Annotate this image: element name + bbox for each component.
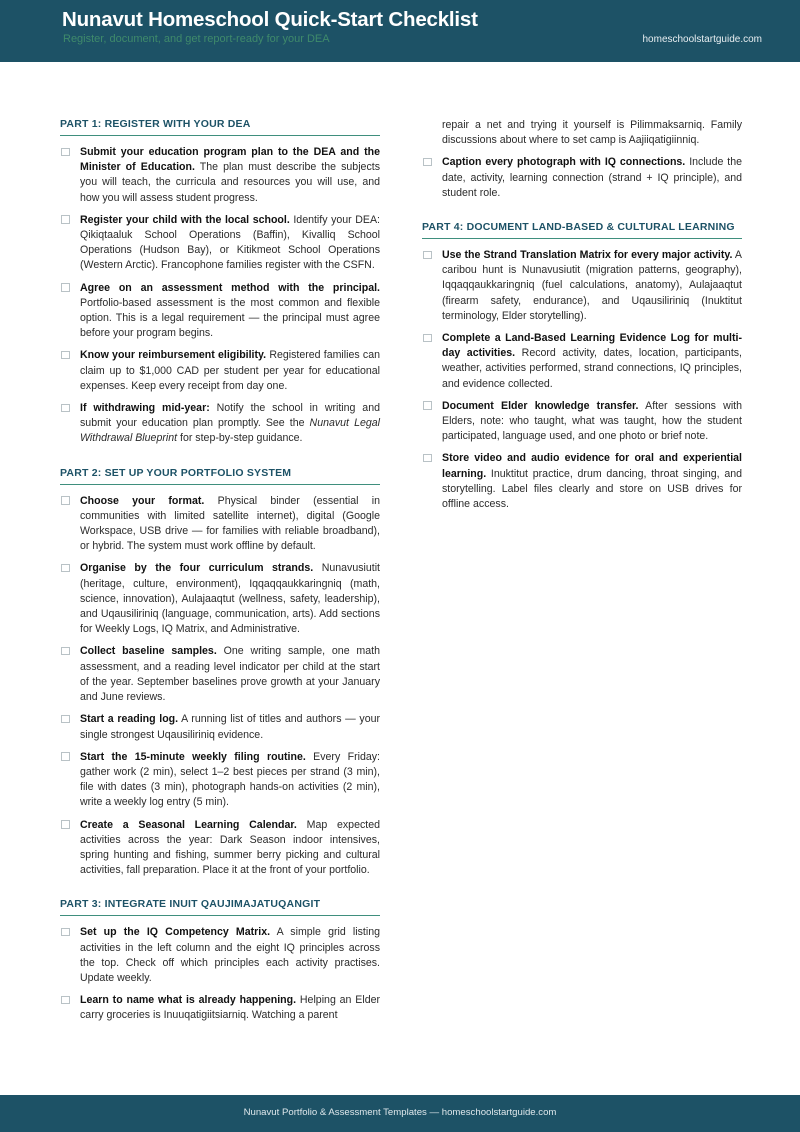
checkbox-icon[interactable] bbox=[61, 404, 70, 413]
checkbox-icon[interactable] bbox=[423, 401, 432, 410]
checklist-item[interactable] bbox=[60, 818, 380, 879]
checklist-item-body: Include the date, activity, learning connection (strand + IQ principle), and student role. bbox=[442, 156, 742, 199]
checklist-item-lead: Start a reading log. bbox=[80, 713, 179, 726]
checklist-item-lead: Register your child with the local school. bbox=[80, 213, 290, 226]
checklist-item-lead: Collect baseline samples. bbox=[80, 645, 217, 658]
checklist-item[interactable] bbox=[60, 925, 380, 986]
checklist-item[interactable] bbox=[60, 494, 380, 555]
checkbox-icon[interactable] bbox=[423, 251, 432, 260]
checkbox-icon[interactable] bbox=[61, 928, 70, 937]
checklist-item-lead: Agree on an assessment method with the principal. bbox=[80, 281, 380, 294]
checklist-item-body: Inuktitut practice, drum dancing, throat singing, and storytelling. Label files clearly and store on USB drives for offline access. bbox=[442, 467, 742, 511]
checkbox-icon[interactable] bbox=[61, 715, 70, 724]
checklist-item[interactable] bbox=[60, 348, 380, 394]
checklist-item[interactable] bbox=[422, 331, 742, 392]
checklist-item[interactable] bbox=[60, 644, 380, 705]
section-divider bbox=[60, 135, 380, 136]
checklist-item-body: Map expected activities across the year: Dark Season indoor intensives, spring hunting and fishing, summer berry picking and cultural activities, fall preparation. Place it at the front of your portfolio. bbox=[80, 818, 380, 877]
checkbox-icon[interactable] bbox=[61, 148, 70, 157]
checklist-item-body: Identify your DEA: Qikiqtaaluk School Operations (Baffin), Kivalliq School Operations (Hudson Bay), or Kitikmeot School Operations (Western Arctic). Francophone families register with the CSFN. bbox=[80, 213, 380, 272]
checklist-item-lead: Start the 15-minute weekly filing routine. bbox=[80, 750, 306, 763]
checklist-item-lead: Submit your education program plan to the DEA and the Minister of Education. bbox=[80, 146, 380, 174]
page-title: Nunavut Homeschool Quick-Start Checklist bbox=[62, 8, 478, 31]
checkbox-icon[interactable] bbox=[61, 215, 70, 224]
right-column bbox=[422, 118, 742, 512]
header-site-url: homeschoolstartguide.com bbox=[642, 34, 762, 45]
continued-paragraph: repair a net and trying it yourself is Pilimmaksarniq. Family discussions about where to set camp is Aajiiqatigiinniq. bbox=[442, 119, 742, 147]
checklist-item[interactable] bbox=[60, 561, 380, 637]
checklist-item[interactable] bbox=[60, 145, 380, 206]
checklist-item[interactable] bbox=[60, 712, 380, 742]
checklist-item-lead: Choose your format. bbox=[80, 494, 205, 507]
checkbox-icon[interactable] bbox=[423, 158, 432, 167]
checkbox-icon[interactable] bbox=[61, 283, 70, 292]
section-heading: PART 1: REGISTER WITH YOUR DEA bbox=[60, 118, 251, 130]
checkbox-icon[interactable] bbox=[423, 334, 432, 343]
checklist-item-lead: Complete a Land-Based Learning Evidence Log for multi-day activities. bbox=[442, 332, 742, 360]
checkbox-icon[interactable] bbox=[61, 752, 70, 761]
checklist-item-body: A running list of titles and authors — your single strongest Uqausiliriniq evidence. bbox=[80, 713, 381, 741]
checklist-item-lead: Set up the IQ Competency Matrix. bbox=[80, 926, 271, 939]
section-divider bbox=[60, 484, 380, 485]
checklist-item-lead: Learn to name what is already happening. bbox=[80, 994, 297, 1007]
page-footer bbox=[0, 1095, 800, 1132]
checklist-item-body: The plan must describe the subjects you will teach, the curricula and resources you will use, and how you will assess student progress. bbox=[80, 161, 380, 204]
checklist-item-body: After sessions with Elders, note: who taught, what was taught, how the student participated, language used, and one photo or brief note. bbox=[442, 399, 743, 443]
checklist-item-lead: Store video and audio evidence for oral and experiential learning. bbox=[442, 452, 742, 480]
checklist-content bbox=[0, 118, 800, 1078]
checklist-item-lead: Organise by the four curriculum strands. bbox=[80, 562, 314, 575]
checklist-item-italic: Nunavut Legal Withdrawal Blueprint bbox=[80, 417, 380, 445]
checklist-item-body-tail: for step-by-step guidance. bbox=[177, 432, 303, 445]
checkbox-icon[interactable] bbox=[61, 996, 70, 1005]
checkbox-icon[interactable] bbox=[61, 496, 70, 505]
checkbox-icon[interactable] bbox=[61, 351, 70, 360]
checklist-item[interactable] bbox=[60, 213, 380, 274]
checklist-item-lead: Use the Strand Translation Matrix for every major activity. bbox=[442, 249, 733, 262]
checkbox-icon[interactable] bbox=[423, 454, 432, 463]
checklist-item-body: Physical binder (essential in communities with limited satellite internet), digital (Google Workspace, USB drive — for families with reliable broadband), or hybrid. The system must work offline by default. bbox=[80, 494, 380, 553]
checklist-item-lead: If withdrawing mid-year: bbox=[80, 402, 210, 415]
checklist-item-body: Every Friday: gather work (2 min), select 1–2 best pieces per strand (3 min), file with dates (3 min), photograph hands-on activities (2 min), write a weekly log entry (5 min). bbox=[80, 750, 380, 809]
checklist-item[interactable] bbox=[60, 401, 380, 447]
page-subtitle: Register, document, and get report-ready for your DEA bbox=[63, 33, 330, 45]
checklist-item-body: Portfolio-based assessment is the most common and flexible option. This is a legal requirement — the principal must agree before your program begins. bbox=[80, 296, 380, 340]
checklist-item-body: Notify the school in writing and submit your education plan promptly. See the bbox=[80, 402, 380, 430]
checklist-item[interactable] bbox=[422, 155, 742, 201]
checkbox-icon[interactable] bbox=[61, 647, 70, 656]
checklist-item[interactable] bbox=[60, 750, 380, 811]
section-heading: PART 2: SET UP YOUR PORTFOLIO SYSTEM bbox=[60, 466, 292, 479]
checkbox-icon[interactable] bbox=[61, 820, 70, 829]
footer-text: Nunavut Portfolio & Assessment Templates — homeschoolstartguide.com bbox=[243, 1107, 557, 1118]
checklist-item-body: Helping an Elder carry groceries is Inuuqatigiitsiarniq. Watching a parent bbox=[80, 994, 381, 1022]
checklist-item-lead: Caption every photograph with IQ connections. bbox=[442, 156, 686, 169]
page-header bbox=[0, 0, 800, 62]
checklist-item[interactable] bbox=[422, 248, 742, 324]
section-divider bbox=[422, 238, 742, 239]
checklist-item[interactable] bbox=[422, 451, 742, 512]
section-heading: PART 3: INTEGRATE INUIT QAUJIMAJATUQANGIT bbox=[60, 898, 321, 911]
checklist-item[interactable] bbox=[60, 993, 380, 1023]
checklist-item-body: A caribou hunt is Nunavusiutit (migration patterns, geography), Iqqaqqaukkaringniq (fuel calculations, anatomy), Aulajaaqtut (firearm safety, endurance), and Uqausiliriniq (Inuktitut terminology, Elder storytelling). bbox=[442, 249, 742, 322]
checklist-item[interactable] bbox=[422, 399, 742, 445]
left-column bbox=[60, 118, 380, 1024]
checklist-item-body: A simple grid listing activities in the left column and the eight IQ principles across the top. Check off which principles each activity practises. Update weekly. bbox=[80, 926, 380, 984]
checklist-item-body: Registered families can claim up to $1,000 CAD per student per year for educational expenses. Keep every receipt from day one. bbox=[80, 349, 380, 392]
checklist-item[interactable] bbox=[60, 281, 380, 342]
checklist-item-body: Nunavusiutit (heritage, culture, environment), Iqqaqqaukkaringniq (math, science, innovation), Aulajaaqtut (wellness, safety, leadership), and Uqausiliriniq (language, communication, arts). Add sections for Weekly Logs, IQ Matrix, and Administrative. bbox=[80, 562, 380, 636]
checklist-item-lead: Document Elder knowledge transfer. bbox=[442, 399, 639, 412]
checklist-item-lead: Know your reimbursement eligibility. bbox=[80, 349, 267, 362]
checklist-item-body: Record activity, dates, location, participants, weather, activities performed, strand connections, IQ principles, and evidence collected. bbox=[442, 347, 742, 390]
checkbox-icon[interactable] bbox=[61, 564, 70, 573]
checklist-item-lead: Create a Seasonal Learning Calendar. bbox=[80, 818, 297, 831]
section-heading: PART 4: DOCUMENT LAND-BASED & CULTURAL LEARNING bbox=[422, 221, 735, 234]
section-divider bbox=[60, 915, 380, 916]
checklist-item-body: One writing sample, one math assessment, and a reading level indicator per child at the start of the year. September baselines prove growth at your January and June reviews. bbox=[80, 645, 380, 704]
